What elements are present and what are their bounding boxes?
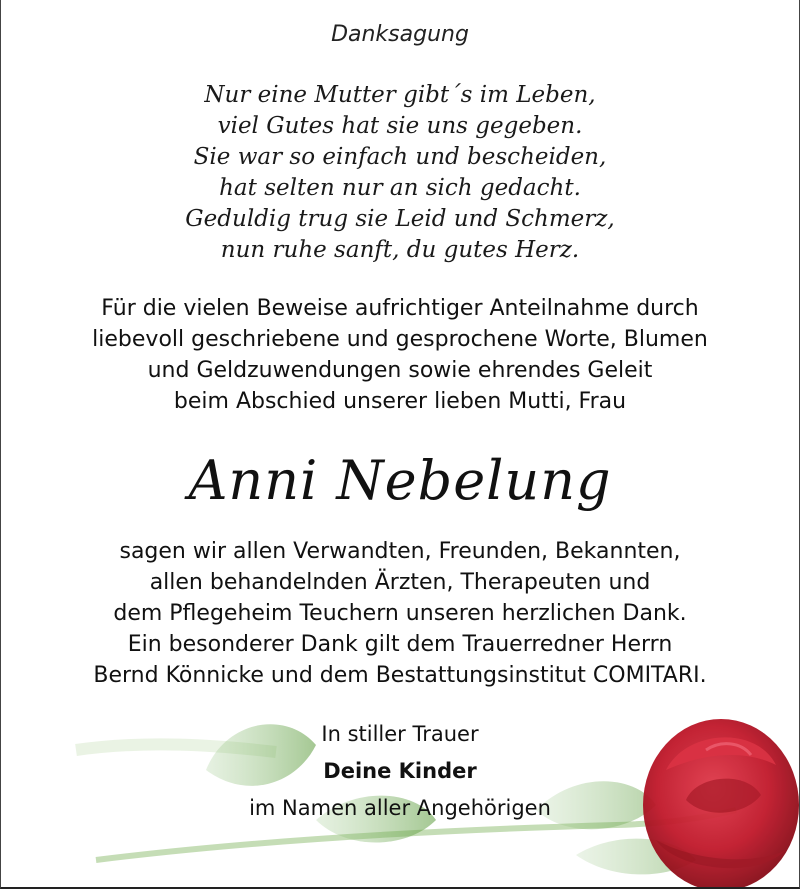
thanks-paragraph [1,536,799,691]
thanks-line: dem Pflegeheim Teuchern unseren herzlichen Dank. [113,601,687,626]
closing-line: In stiller Trauer [321,722,479,746]
poem-line: Sie war so einfach und bescheiden, [193,144,607,170]
poem-line: nun ruhe sanft, du gutes Herz. [220,237,580,263]
poem-line: hat selten nur an sich gedacht. [219,175,581,201]
closing-line: im Namen aller Angehörigen [249,796,551,820]
poem-line: Nur eine Mutter gibt´s im Leben, [204,82,596,108]
thanks-line: allen behandelnden Ärzten, Therapeuten und [149,570,651,595]
thanks-line: Ein besonderer Dank gilt dem Trauerredner Herrn [127,632,673,657]
intro-line: beim Abschied unserer lieben Mutti, Frau [173,389,627,414]
thanks-line: Bernd Könnicke und dem Bestattungsinstitut COMITARI. [93,663,707,688]
heading: Danksagung [331,22,469,47]
deceased-name: Anni Nebelung [188,449,612,512]
poem [1,80,799,266]
intro-line: liebevoll geschriebene und gesprochene Worte, Blumen [92,327,708,352]
thanks-line: sagen wir allen Verwandten, Freunden, Bekannten, [119,539,681,564]
poem-line: viel Gutes hat sie uns gegeben. [217,113,583,139]
intro-paragraph [1,293,799,417]
intro-line: Für die vielen Beweise aufrichtiger Anteilnahme durch [101,296,699,321]
signature: Deine Kinder [323,759,477,783]
intro-line: und Geldzuwendungen sowie ehrendes Geleit [147,358,653,383]
poem-line: Geduldig trug sie Leid und Schmerz, [185,206,615,232]
closing-block [1,716,799,827]
